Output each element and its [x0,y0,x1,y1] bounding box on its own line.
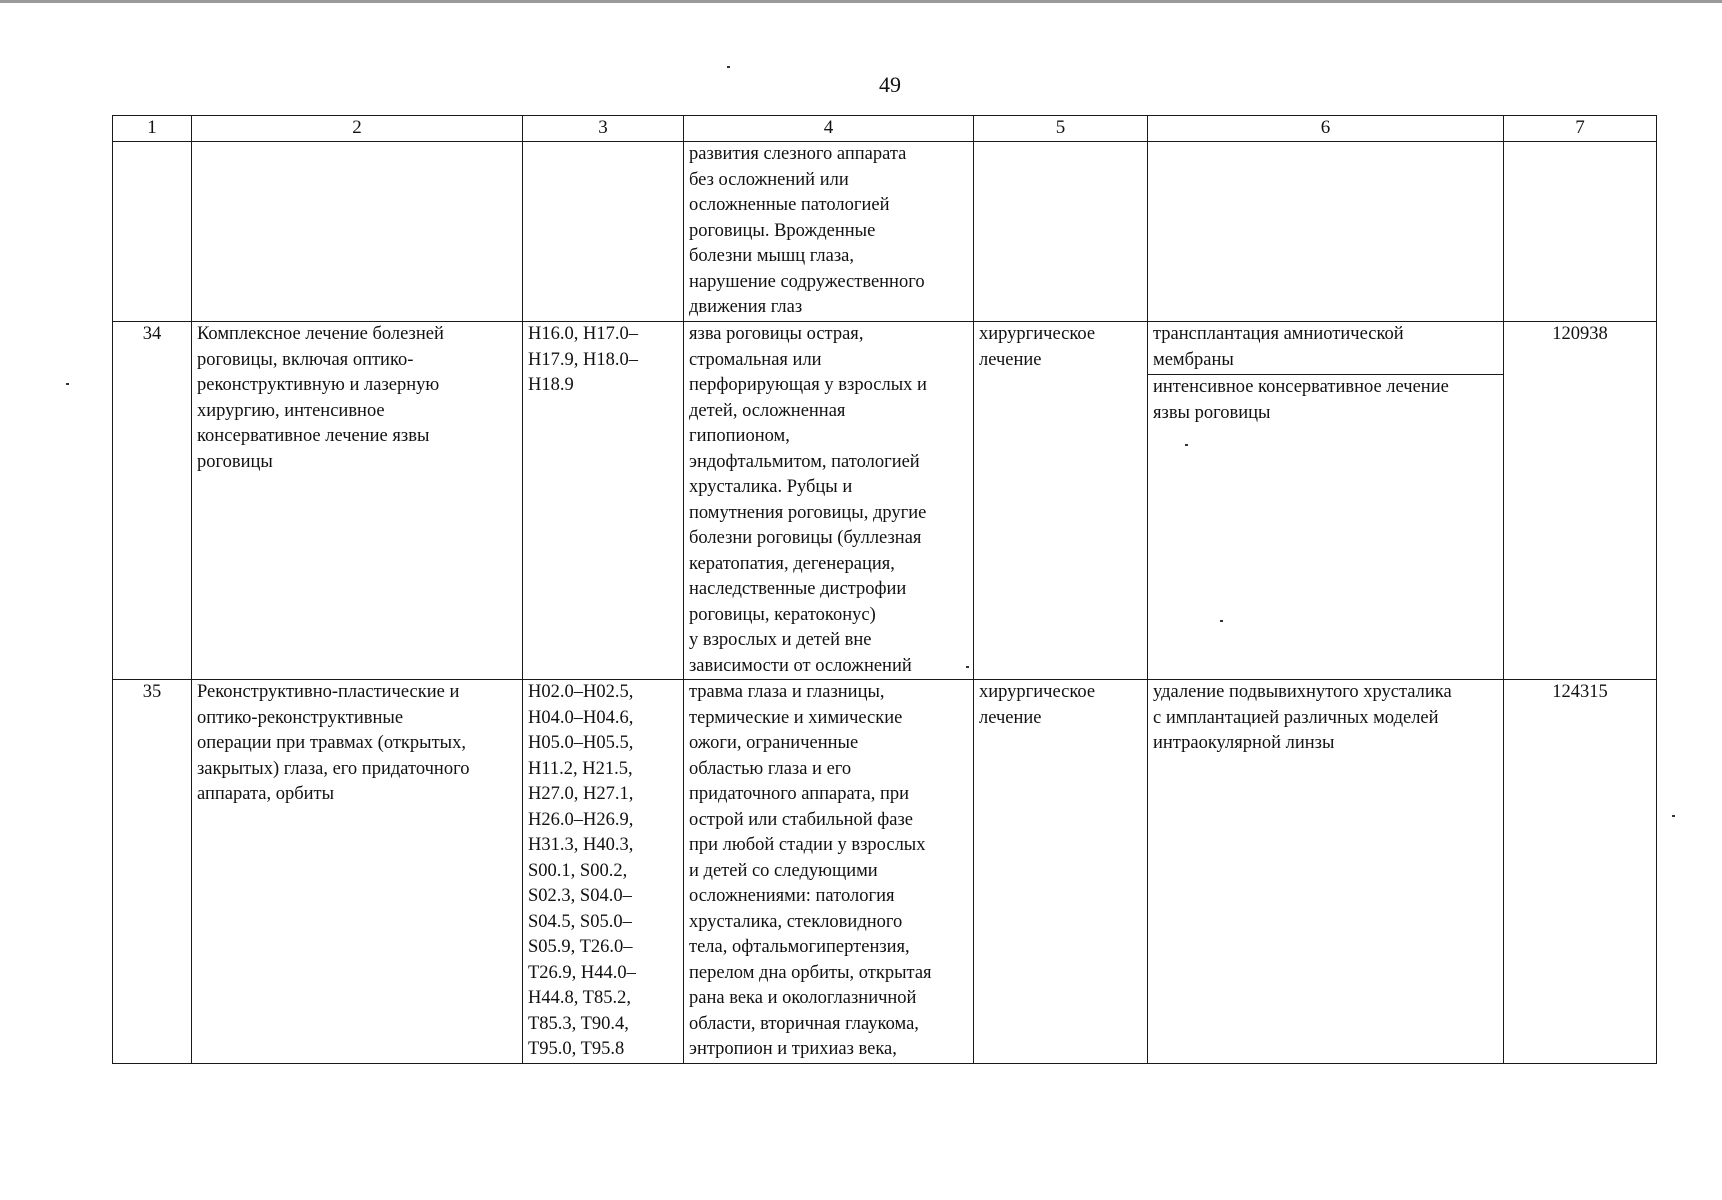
row-number: 34 [113,322,192,680]
column-header: 3 [523,116,684,142]
column-header: 5 [974,116,1148,142]
page-top-edge [0,0,1722,3]
treatment-method [1148,322,1504,680]
standard-cost: 120938 [1504,322,1657,680]
diagnosis-codes: H16.0, H17.0– H17.9, H18.0– H18.9 [523,322,684,680]
diagnosis-codes: H02.0–H02.5, H04.0–H04.6, H05.0–H05.5, H11.2, H21.5, H27.0, H27.1, H26.0–H26.9, H31.3, H40.3, S00.1, S00.2, S02.3, S04.0– S04.5, S05.0– S05.9, T26.0– T26.9, H44.0– H44.8, T85.2, T85.3, T90.4, T95.0, T95.8 [523,680,684,1064]
procedures-table [112,115,1657,1064]
scan-speck [1220,620,1223,622]
care-type-name: Реконструктивно-пластические и оптико-реконструктивные операции при травмах (открытых, закрытых) глаза, его придаточного аппарата, орбиты [192,680,523,1064]
treatment-method [1148,142,1504,322]
method-option: интенсивное консервативное лечение язвы роговицы [1153,377,1449,423]
scan-speck [66,383,69,385]
treatment-type [974,142,1148,322]
table-row-continuation [113,142,1657,322]
page-number: 49 [879,72,901,97]
patient-model: травма глаза и глазницы, термические и химические ожоги, ограниченные областью глаза и его придаточного аппарата, при острой или стабильной фазе при любой стадии у взрослых и детей со следующими осложнениями: патология хрусталика, стекловидного тела, офтальмогипертензия, перелом дна орбиты, открытая рана века и окологлазничной области, вторичная глаукома, энтропион и трихиаз века, [684,680,974,1064]
standard-cost: 124315 [1504,680,1657,1064]
column-header: 2 [192,116,523,142]
table-row-34 [113,322,1657,680]
care-type-name: Комплексное лечение болезней роговицы, включая оптико- реконструктивную и лазерную хирургию, интенсивное консервативное лечение язвы роговицы [192,322,523,680]
scan-speck [966,666,969,668]
care-type-name [192,142,523,322]
scan-speck [1672,815,1675,817]
standard-cost [1504,142,1657,322]
table-header-row [113,116,1657,142]
treatment-method: удаление подвывихнутого хрусталика с имплантацией различных моделей интраокулярной линзы [1148,680,1504,1064]
diagnosis-codes [523,142,684,322]
table-row-35 [113,680,1657,1064]
method-option: трансплантация амниотической мембраны [1148,322,1503,375]
column-header: 6 [1148,116,1504,142]
patient-model: язва роговицы острая, стромальная или перфорирующая у взрослых и детей, осложненная гипопионом, эндофтальмитом, патологией хрусталика. Рубцы и помутнения роговицы, другие болезни роговицы (буллезная кератопатия, дегенерация, наследственные дистрофии роговицы, кератоконус) у взрослых и детей вне зависимости от осложнений [684,322,974,680]
scan-speck [727,66,730,68]
scan-speck [1185,444,1188,446]
row-number [113,142,192,322]
treatment-type: хирургическое лечение [974,680,1148,1064]
patient-model: развития слезного аппарата без осложнений или осложненные патологией роговицы. Врожденные болезни мышц глаза, нарушение содружественного движения глаз [684,142,974,322]
row-number: 35 [113,680,192,1064]
column-header: 7 [1504,116,1657,142]
column-header: 4 [684,116,974,142]
column-header: 1 [113,116,192,142]
treatment-type: хирургическое лечение [974,322,1148,680]
